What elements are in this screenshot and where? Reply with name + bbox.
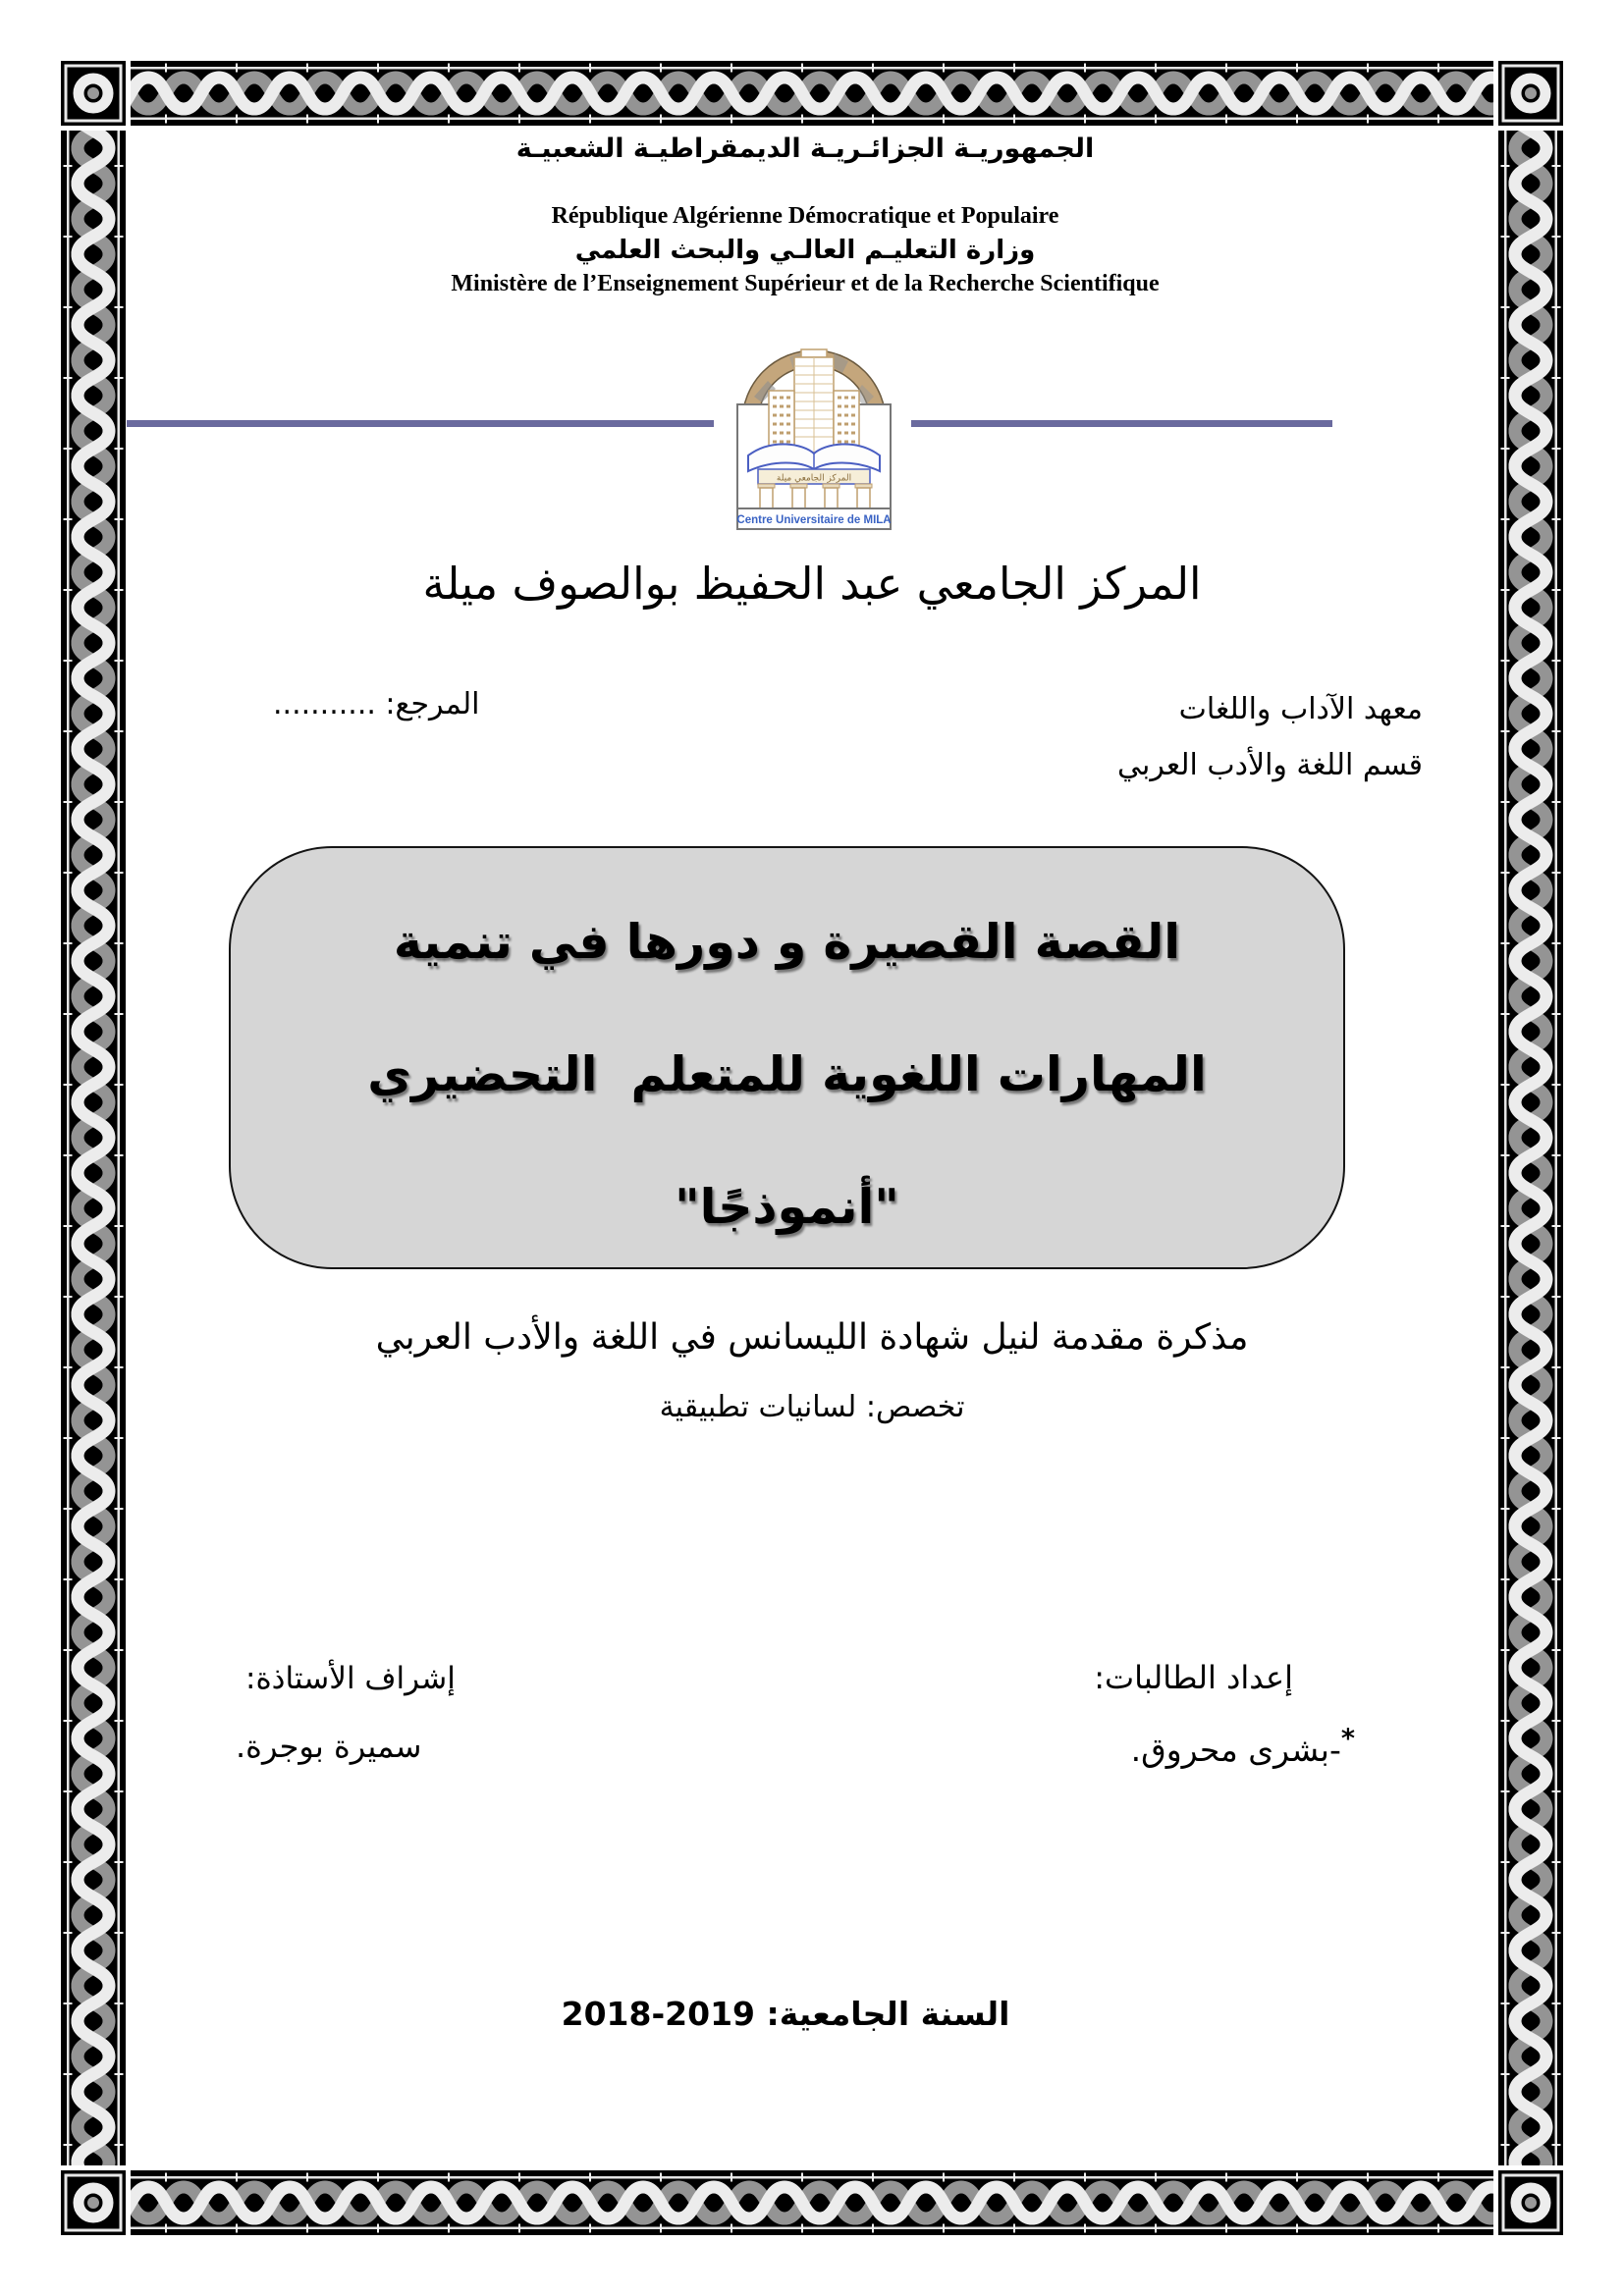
prepared-by-label: إعداد الطالبات:	[1094, 1659, 1293, 1696]
republic-name-french: République Algérienne Démocratique et Populaire	[551, 203, 1059, 229]
supervisor-label: إشراف الأستاذة:	[245, 1661, 456, 1696]
logo-banner	[758, 469, 870, 484]
republic-name-arabic: الجمهوريـة الجزائـريـة الديمقراطيـة الشعبيـة	[515, 133, 1095, 164]
border-band-left	[61, 131, 126, 2165]
reference-field: المرجع: ...........	[273, 687, 480, 721]
thesis-title-line-3: "أنموذجًا"	[675, 1179, 899, 1235]
logo-caption-strip	[736, 508, 891, 529]
university-name: المركز الجامعي عبد الحفيظ بوالصوف ميلة	[422, 558, 1202, 610]
memo-description: مذكرة مقدمة لنيل شهادة الليسانس في اللغة والأدب العربي	[375, 1317, 1249, 1358]
student-star-mark: *	[1340, 1724, 1355, 1754]
separator-line-right	[911, 420, 1332, 427]
border-band-right	[1498, 131, 1563, 2165]
institute-name: معهد الآداب واللغات	[1178, 692, 1423, 726]
thesis-title-line-2: المهارات اللغوية للمتعلم التحضيري	[367, 1046, 1207, 1102]
logo-caption-text: Centre Universitaire de MILA	[736, 514, 892, 526]
logo-banner-text: المركز الجامعي ميلة	[776, 473, 852, 484]
thesis-title-box	[229, 846, 1345, 1269]
university-logo	[731, 336, 896, 532]
ministry-name-arabic: وزارة التعليـم العالـي والبحث العلمي	[574, 236, 1036, 265]
institute-block	[1117, 681, 1423, 793]
separator-line-left	[127, 420, 714, 427]
department-name: قسم اللغة والأدب العربي	[1116, 748, 1423, 782]
border-band-top	[131, 61, 1493, 126]
border-corner-ring-icon	[1498, 61, 1563, 126]
border-corner-ring-icon	[1498, 2170, 1563, 2235]
academic-year-line: السنة الجامعية: 2019-2018	[561, 1995, 1010, 2033]
speciality-line: تخصص: لسانيات تطبيقية	[659, 1390, 965, 1424]
republic-header	[147, 133, 1463, 303]
border-corner-ring-icon	[61, 61, 126, 126]
student-name-text: -بشرى محروق.	[1130, 1731, 1341, 1769]
student-name	[1131, 1724, 1355, 1769]
border-corner-ring-icon	[61, 2170, 126, 2235]
supervisor-name: سميرة بوجرة.	[236, 1728, 422, 1765]
ministry-name-french: Ministère de l’Enseignement Supérieur et de la Recherche Scientifique	[451, 271, 1160, 296]
thesis-title-line-1: القصة القصيرة و دورها في تنمية	[393, 914, 1181, 970]
border-band-bottom	[131, 2170, 1493, 2235]
